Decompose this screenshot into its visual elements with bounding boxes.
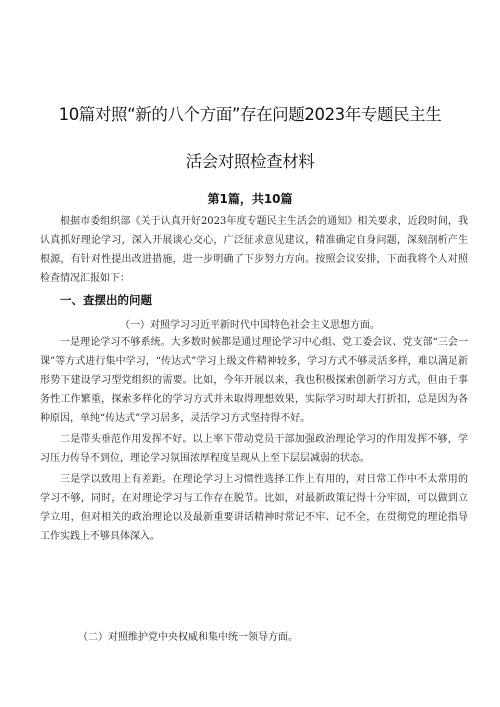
paragraph-3: 三是学以致用上有差距。在理论学习上习惯性选择工作上有用的，对日常工作中不太常用的学习不够，同时，在对理论学习与工作存在脱节。比如，对最新政策记得十分牢固，可以做到立学立用，但对相关的政治理论以及最新重要讲话精神时常记不牢、记不全，在贯彻党的理论指导工作实践上不够具体深入。	[40, 474, 468, 542]
intro-block	[40, 212, 468, 288]
paragraph-2: 二是带头垂范作用发挥不好。以上率下带动党员干部加强政治理论学习的作用发挥不够，学习压力传导不到位，理论学习氛围浓厚程度呈现从上至下层层减弱的状态。	[40, 434, 468, 464]
subsection-heading-2: （二）对照维护党中央权威和集中统一领导方面。	[78, 632, 298, 643]
document-title-line-1: 10篇对照“新的八个方面”存在问题2023年专题民主生	[58, 105, 442, 124]
document-subtitle: 第1篇，共10篇	[207, 192, 293, 206]
paragraph-1: 一是理论学习不够系统。大多数时候都是通过理论学习中心组、党工委会议、党支部“三会一课”等方式进行集中学习，“传达式”学习上级文件精神较多，学习方式不够灵活多样，难以满足新形势下建设学习型党组织的需要。比如，今年开展以来，我也积极探索创新学习方式，但由于事务性工作繁重，探索多样化的学习方式并未取得理想效果，实际学习时却大打折扣，总是因为各种原因，单纯“传达式”学习居多，灵活学习方式坚持得不好。	[40, 337, 468, 424]
intro-paragraph: 根据市委组织部《关于认真开好2023年度专题民主生活会的通知》相关要求，近段时间，我认真抓好理论学习，深入开展谈心交心，广泛征求意见建议，精准确定自身问题，深刻剖析产生根源，有针对性提出改进措施，进一步明确了下步努力方向。按照会议安排，下面我将个人对照检查情况汇报如下：	[40, 216, 468, 284]
document-title-line-2: 活会对照检查材料	[185, 152, 315, 171]
subsection-heading-1: （一）对照学习习近平新时代中国特色社会主义思想方面。	[120, 320, 380, 331]
section1-body	[40, 333, 468, 546]
section-heading-1: 一、查摆出的问题	[60, 293, 152, 307]
